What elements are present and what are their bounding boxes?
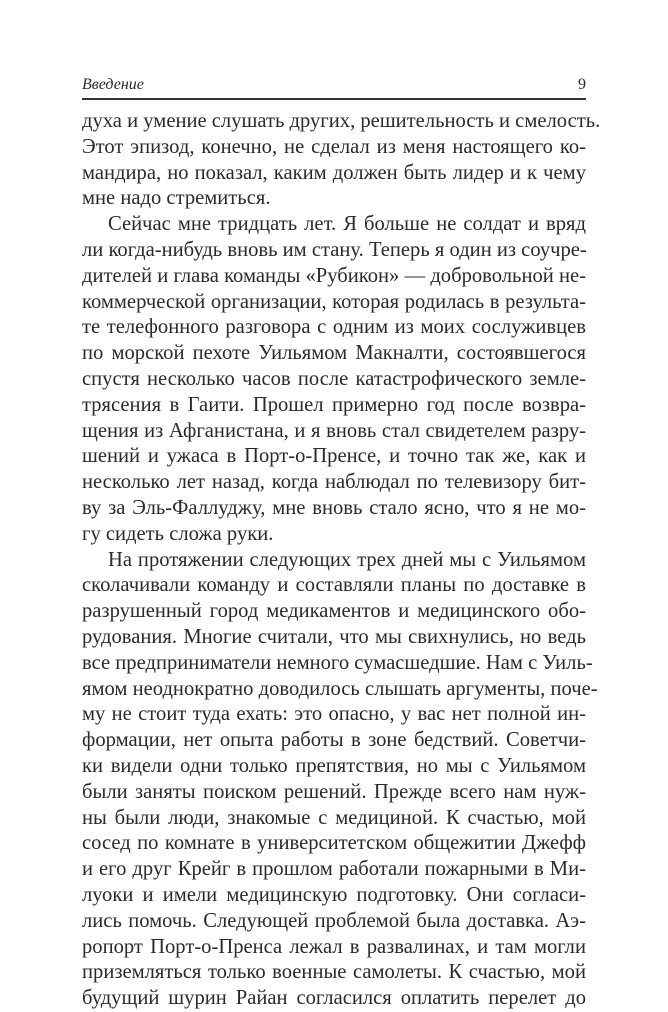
text-line: ны были люди, знакомые с медициной. К счастью, мой bbox=[82, 806, 586, 829]
text-line: духа и умение слушать других, решительность и смелость. bbox=[82, 110, 601, 132]
text-line: были заняты поиском решений. Прежде всего нам нуж- bbox=[82, 780, 586, 803]
text-line: приземляться только военные самолеты. К счастью, мой bbox=[82, 961, 586, 984]
text-line: несколько лет назад, когда наблюдал по телевизору бит- bbox=[82, 471, 586, 494]
text-line: те телефонного разговора с одним из моих сослуживцев bbox=[82, 316, 586, 339]
paragraph bbox=[82, 548, 598, 1012]
text-line: ву за Эль-Фаллуджу, мне вновь стало ясно, что я не мо- bbox=[82, 496, 586, 519]
text-line: дителей и глава команды «Рубикон» — добровольной не- bbox=[82, 264, 586, 287]
text-line: ямом неоднократно доводилось слышать аргументы, поче- bbox=[82, 677, 598, 700]
text-line: На протяжении следующих трех дней мы с Уильямом bbox=[108, 548, 586, 571]
text-line: Этот эпизод, конечно, не сделал из меня настоящего ко- bbox=[82, 135, 586, 158]
text-line: трясения в Гаити. Прошел примерно год после возвра- bbox=[82, 393, 586, 416]
text-line: ли когда-нибудь вновь им стану. Теперь я один из соучре- bbox=[82, 238, 587, 261]
text-line: мне надо стремиться. bbox=[82, 187, 271, 210]
text-line: разрушенный город медикаментов и медицинского обо- bbox=[82, 600, 586, 623]
text-line: лись помочь. Следующей проблемой была доставка. Аэ- bbox=[82, 909, 586, 932]
text-line: гу сидеть сложа руки. bbox=[82, 522, 274, 545]
text-line: будущий шурин Райан согласился оплатить перелет до bbox=[82, 987, 586, 1010]
page-number: 9 bbox=[578, 76, 586, 93]
text-line: все предприниматели немного сумасшедшие. Нам с Уиль- bbox=[82, 651, 593, 674]
paragraph bbox=[82, 109, 601, 212]
text-line: коммерческой организации, которая родилась в результа- bbox=[82, 290, 586, 313]
text-line: щения из Афганистана, и я вновь стал свидетелем разру- bbox=[82, 419, 586, 442]
text-line: луоки и имели медицинскую подготовку. Они согласи- bbox=[82, 883, 586, 906]
text-line: мандира, но показал, каким должен быть лидер и к чему bbox=[82, 161, 586, 184]
text-line: шений и ужаса в Порт-о-Пренсе, и точно так же, как и bbox=[82, 445, 586, 468]
text-line: ки видели одни только препятствия, но мы с Уильямом bbox=[82, 754, 586, 777]
running-title: Введение bbox=[82, 76, 144, 93]
text-line: ропорт Порт-о-Пренса лежал в развалинах, и там могли bbox=[82, 935, 586, 958]
paragraph bbox=[82, 212, 586, 547]
page-header bbox=[82, 76, 586, 100]
page-body bbox=[82, 109, 601, 1012]
text-line: спустя несколько часов после катастрофического земле- bbox=[82, 367, 586, 390]
text-line: рудования. Многие считали, что мы свихнулись, но ведь bbox=[82, 625, 586, 648]
text-line: по морской пехоте Уильямом Макналти, состоявшегося bbox=[82, 342, 586, 365]
text-line: формации, нет опыта работы в зоне бедствий. Советчи- bbox=[82, 729, 586, 752]
text-line: му не стоит туда ехать: это опасно, у вас нет полной ин- bbox=[82, 703, 586, 726]
text-line: сколачивали команду и составляли планы по доставке в bbox=[82, 574, 586, 597]
text-line: и его друг Крейг в прошлом работали пожарными в Ми- bbox=[82, 858, 586, 881]
text-line: Сейчас мне тридцать лет. Я больше не солдат и вряд bbox=[108, 213, 586, 236]
text-line: сосед по комнате в университетском общежитии Джефф bbox=[82, 832, 586, 855]
